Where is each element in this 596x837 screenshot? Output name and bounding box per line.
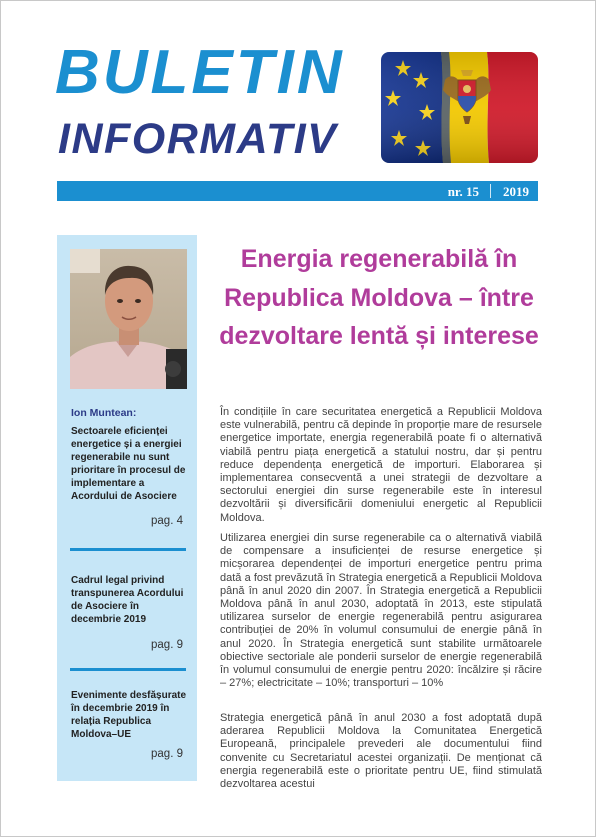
portrait-illustration <box>70 249 187 389</box>
sidebar-featured-text[interactable]: Sectoarele eficienței energetice și a energiei regenerabile nu sunt prioritare în procesul de implementare a Acordului de Asociere <box>71 426 186 502</box>
masthead-title-buletin: BULETIN <box>55 38 345 107</box>
masthead-title-informativ: INFORMATIV <box>58 115 338 163</box>
sidebar-featured-name: Ion Muntean: <box>71 407 137 419</box>
sidebar-divider <box>70 548 186 551</box>
sidebar-divider <box>70 668 186 671</box>
flag-illustration <box>381 52 538 163</box>
sidebar <box>57 235 197 781</box>
article-paragraph: Strategia energetică până în anul 2030 a fost adoptată după aderarea Republicii Moldova la Comunitatea Energetică Europeană, principalele prevederi ale documentului fiind convenite cu Secretariatul acestei organizații. De menționat că energia regenerabilă este o prioritate pentru UE, fiind stimulată dezvoltarea acestui <box>220 712 542 791</box>
sidebar-featured-page[interactable]: pag. 4 <box>151 515 183 527</box>
issue-bar <box>57 181 538 201</box>
portrait-photo <box>70 249 187 389</box>
issue-separator <box>490 184 491 198</box>
article-paragraph: În condițiile în care securitatea energetică a Republicii Moldova este vulnerabilă, pentru că depinde în proporție mare de resursele energetice importate, energia regenerabilă poate fi o alternativă viabilă pentru piața energetică a statului nostru, dar și pentru reduce dependența energetică de importuri. Elaborarea și implementarea consecventă a unei strategii de dezvoltare a sectorului energiei din surse regenerabile este în interesul dezvoltării și diversificării domeniului energetic al Republicii Moldova. <box>220 406 542 524</box>
article-paragraph: Utilizarea energiei din surse regenerabile ca o alternativă viabilă de compensare a insuficienței de resurse energetice și micșorarea dependenței de importuri energetice pentru prima dată a fost prevăzută în Strategia energetică a Republicii Moldova până în anul 2020 din 2007. În Strategia energetică a Republicii Moldova până în anul 2030, adoptată în 2013, este stipulată utilizarea surselor de energie regenerabilă pentru asigurarea contribuției de 20% în volumul consumului de energie până în anul 2020. În Strategia energetică sunt stabilite următoarele obiective sectoriale ale ponderii surselor de energie regenerabilă în volumul consumului de energie pentru 2020: încălzire și răcire – 27%; electricitate – 10%; transporturi – 10% <box>220 532 542 690</box>
sidebar-item-events-page[interactable]: pag. 9 <box>151 748 183 760</box>
issue-year: 2019 <box>503 184 529 199</box>
sidebar-item-events[interactable]: Evenimente desfășurate în decembrie 2019 în relația Republica Moldova–UE <box>71 690 187 740</box>
sidebar-item-legal-framework-page[interactable]: pag. 9 <box>151 639 183 651</box>
issue-number: nr. 15 <box>447 184 479 199</box>
sidebar-item-legal-framework[interactable]: Cadrul legal privind transpunerea Acordului de Asociere în decembrie 2019 <box>71 575 184 625</box>
eu-moldova-flag-image <box>381 52 538 163</box>
article-headline: Energia regenerabilă în Republica Moldova – între dezvoltare lentă și interese <box>219 245 539 350</box>
